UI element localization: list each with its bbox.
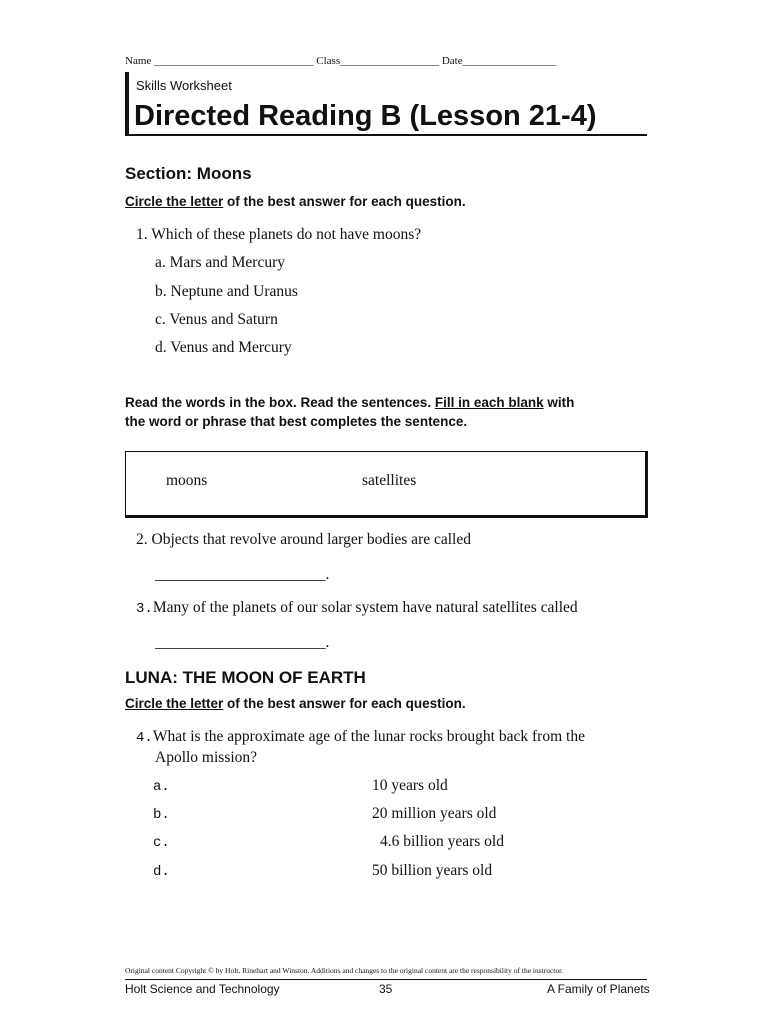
footer-right-text: A Family of Planets xyxy=(547,982,650,996)
q4-letter-b[interactable]: b. xyxy=(153,807,170,823)
q4-letter-c[interactable]: c. xyxy=(153,835,170,851)
section-moons-instruction xyxy=(125,194,466,209)
instruction-underlined: Circle the letter xyxy=(125,194,224,209)
q2-answer-blank[interactable]: ______________________. xyxy=(155,566,330,583)
page-title: Directed Reading B (Lesson 21-4) xyxy=(134,100,597,132)
instruction-underlined: Fill in each blank xyxy=(434,395,544,410)
word-bank-satellites: satellites xyxy=(362,472,417,489)
question-number: 3. xyxy=(136,601,153,617)
question-number: 4. xyxy=(136,730,153,746)
page-number: 35 xyxy=(379,982,393,996)
title-left-rule xyxy=(125,72,129,135)
q4-answer-a[interactable]: 10 years old xyxy=(372,777,448,794)
section-luna-heading: LUNA: THE MOON OF EARTH xyxy=(125,668,366,687)
skills-worksheet-label: Skills Worksheet xyxy=(136,78,232,93)
section-luna-instruction xyxy=(125,696,466,711)
section-moons-heading: Section: Moons xyxy=(125,164,252,183)
question-number: 2. xyxy=(136,531,148,548)
instruction-rest: of the best answer for each question. xyxy=(223,194,466,209)
q4-answer-d[interactable]: 50 billion years old xyxy=(372,862,493,879)
instruction-rest: of the best answer for each question. xyxy=(223,696,466,711)
instruction-part2: with xyxy=(543,395,575,410)
question-2 xyxy=(136,531,471,549)
title-underline-rule xyxy=(125,134,647,136)
q3-answer-blank[interactable]: ______________________. xyxy=(155,634,330,651)
instruction-underlined: Circle the letter xyxy=(125,696,224,711)
q4-letter-a[interactable]: a. xyxy=(153,779,170,795)
q4-answer-c[interactable]: 4.6 billion years old xyxy=(380,833,504,850)
q4-answer-b[interactable]: 20 million years old xyxy=(372,805,497,822)
question-text: What is the approximate age of the lunar rocks brought back from the xyxy=(152,728,585,745)
q4-letter-d[interactable]: d. xyxy=(153,864,170,880)
question-4-line2: Apollo mission? xyxy=(155,749,258,766)
question-3 xyxy=(136,599,578,617)
copyright-notice: Original content Copyright © by Holt, Rinehart and Winston. Additions and changes to the original content are the responsibility of the instructor. xyxy=(125,966,564,975)
footer-left-text: Holt Science and Technology xyxy=(125,982,280,996)
wordbank-instruction-line2: the word or phrase that best completes the sentence. xyxy=(125,414,468,429)
q1-option-b[interactable]: b. Neptune and Uranus xyxy=(155,283,298,300)
q1-option-c[interactable]: c. Venus and Saturn xyxy=(155,311,278,328)
q1-option-a[interactable]: a. Mars and Mercury xyxy=(155,254,285,271)
question-number: 1. xyxy=(136,226,148,243)
word-bank-moons: moons xyxy=(166,472,208,489)
question-text: Which of these planets do not have moons? xyxy=(151,226,422,243)
question-text: Many of the planets of our solar system have natural satellites called xyxy=(152,599,578,616)
instruction-part1: Read the words in the box. Read the sentences. xyxy=(125,395,435,410)
question-text: Objects that revolve around larger bodies are called xyxy=(151,531,471,548)
question-1 xyxy=(136,226,421,244)
footer-rule xyxy=(125,979,647,980)
name-class-date-line: Name _____________________________ Class__________________ Date_________________ xyxy=(125,55,557,67)
question-4-line1 xyxy=(136,728,585,746)
wordbank-instruction-line1 xyxy=(125,395,574,410)
q1-option-d[interactable]: d. Venus and Mercury xyxy=(155,339,292,356)
